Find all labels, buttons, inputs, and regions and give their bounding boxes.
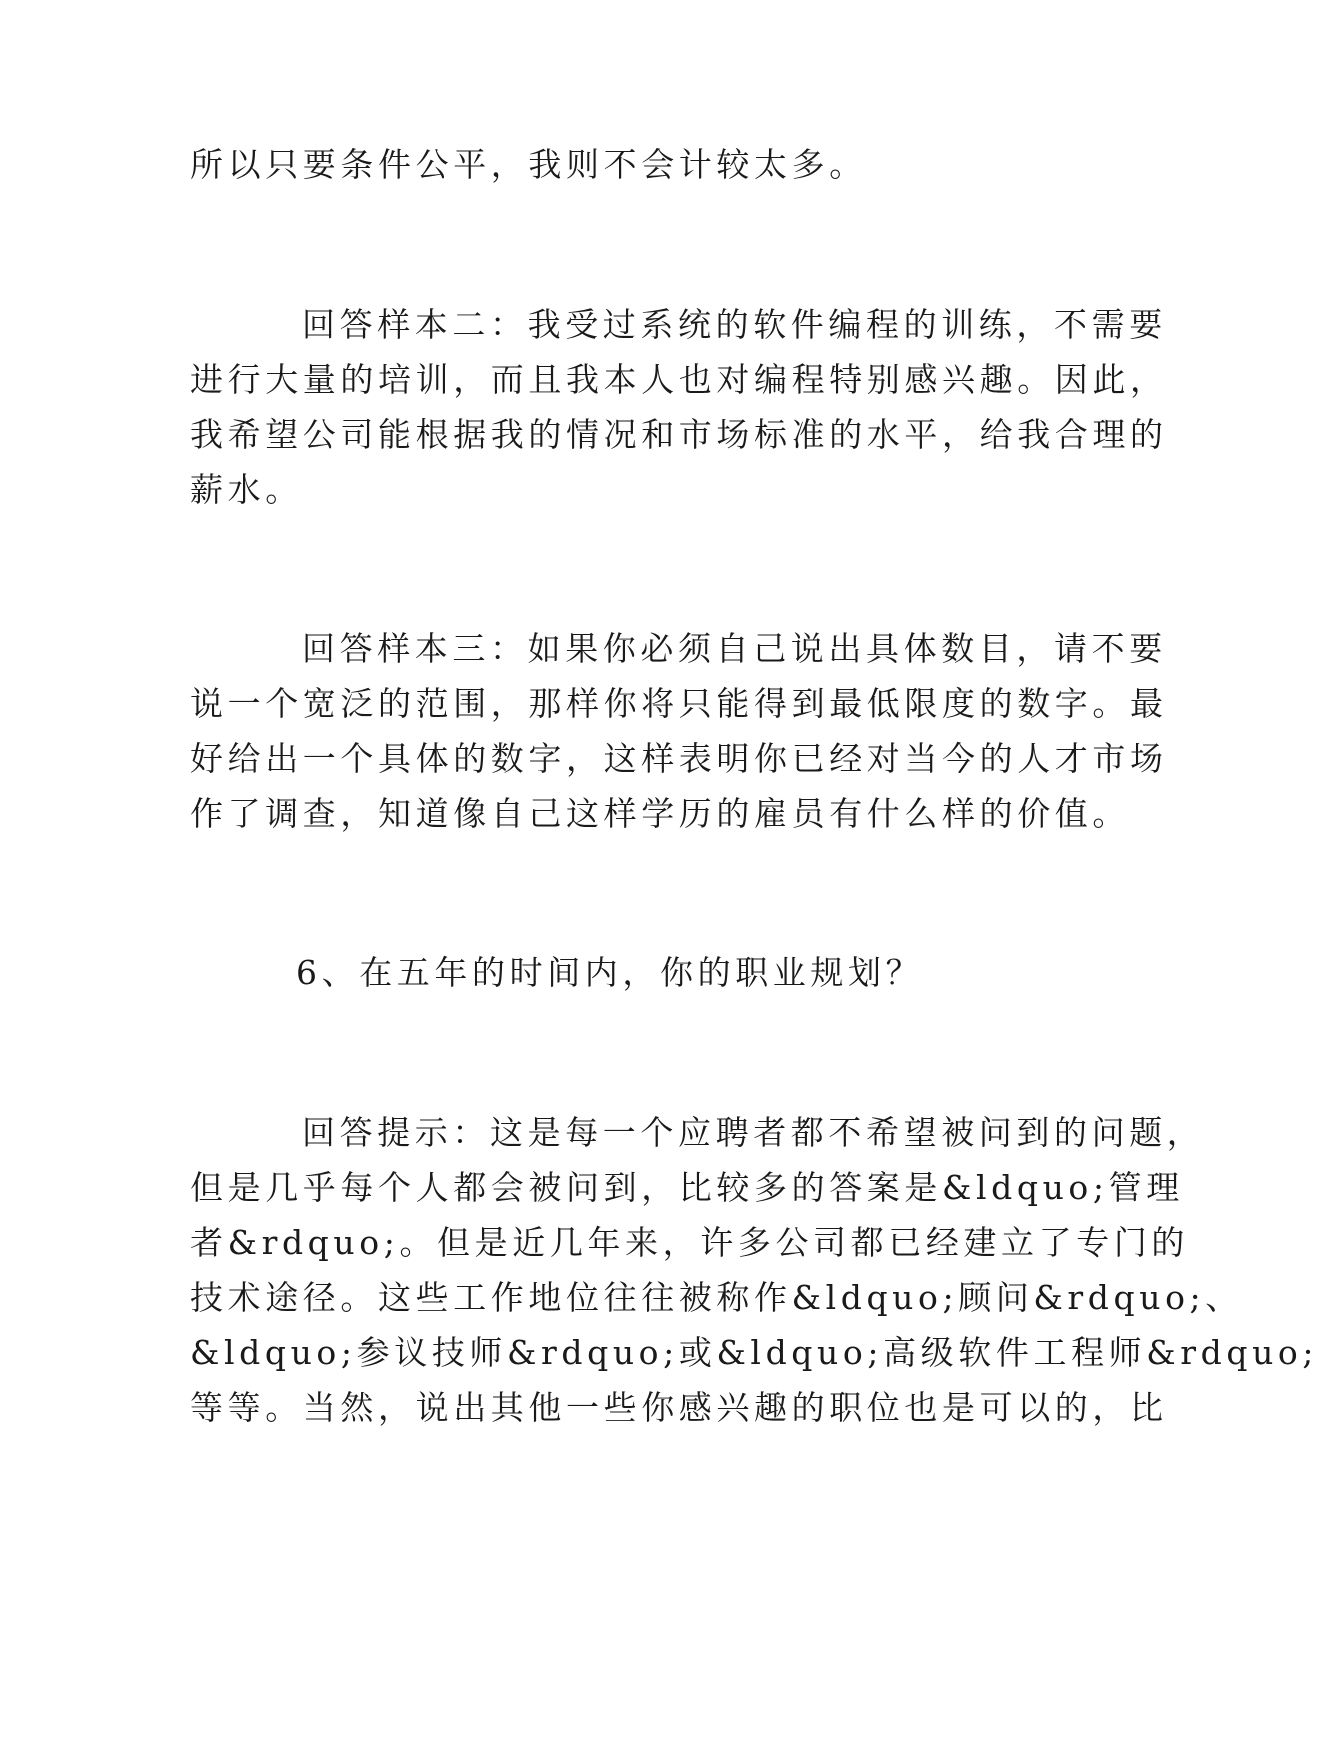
paragraph-line: 技术途径。这些工作地位往往被称作&ldquo;顾问&rdquo;、 <box>190 1278 1243 1317</box>
paragraph-line: 我希望公司能根据我的情况和市场标准的水平，给我合理的 <box>190 415 1168 454</box>
paragraph-line: 回答样本二：我受过系统的软件编程的训练，不需要 <box>302 305 1167 344</box>
paragraph-line: 回答提示：这是每一个应聘者都不希望被问到的问题， <box>302 1113 1205 1152</box>
question-heading: 6、在五年的时间内，你的职业规划？ <box>296 953 924 992</box>
paragraph-line: 好给出一个具体的数字，这样表明你已经对当今的人才市场 <box>190 739 1168 778</box>
paragraph-line: 但是几乎每个人都会被问到，比较多的答案是&ldquo;管理 <box>190 1168 1184 1207</box>
paragraph-line: 等等。当然，说出其他一些你感兴趣的职位也是可以的，比 <box>190 1388 1168 1427</box>
paragraph-line: 说一个宽泛的范围，那样你将只能得到最低限度的数字。最 <box>190 684 1168 723</box>
paragraph-line: 作了调查，知道像自己这样学历的雇员有什么样的价值。 <box>190 794 1130 833</box>
paragraph-line: 所以只要条件公平，我则不会计较太多。 <box>190 145 867 184</box>
paragraph-line: 进行大量的培训，而且我本人也对编程特别感兴趣。因此， <box>190 360 1168 399</box>
paragraph-line: 回答样本三：如果你必须自己说出具体数目，请不要 <box>302 629 1167 668</box>
paragraph-line: &ldquo;参议技师&rdquo;或&ldquo;高级软件工程师&rdquo; <box>190 1333 1318 1372</box>
paragraph-line: 薪水。 <box>190 470 303 509</box>
paragraph-line: 者&rdquo;。但是近几年来，许多公司都已经建立了专门的 <box>190 1223 1190 1262</box>
